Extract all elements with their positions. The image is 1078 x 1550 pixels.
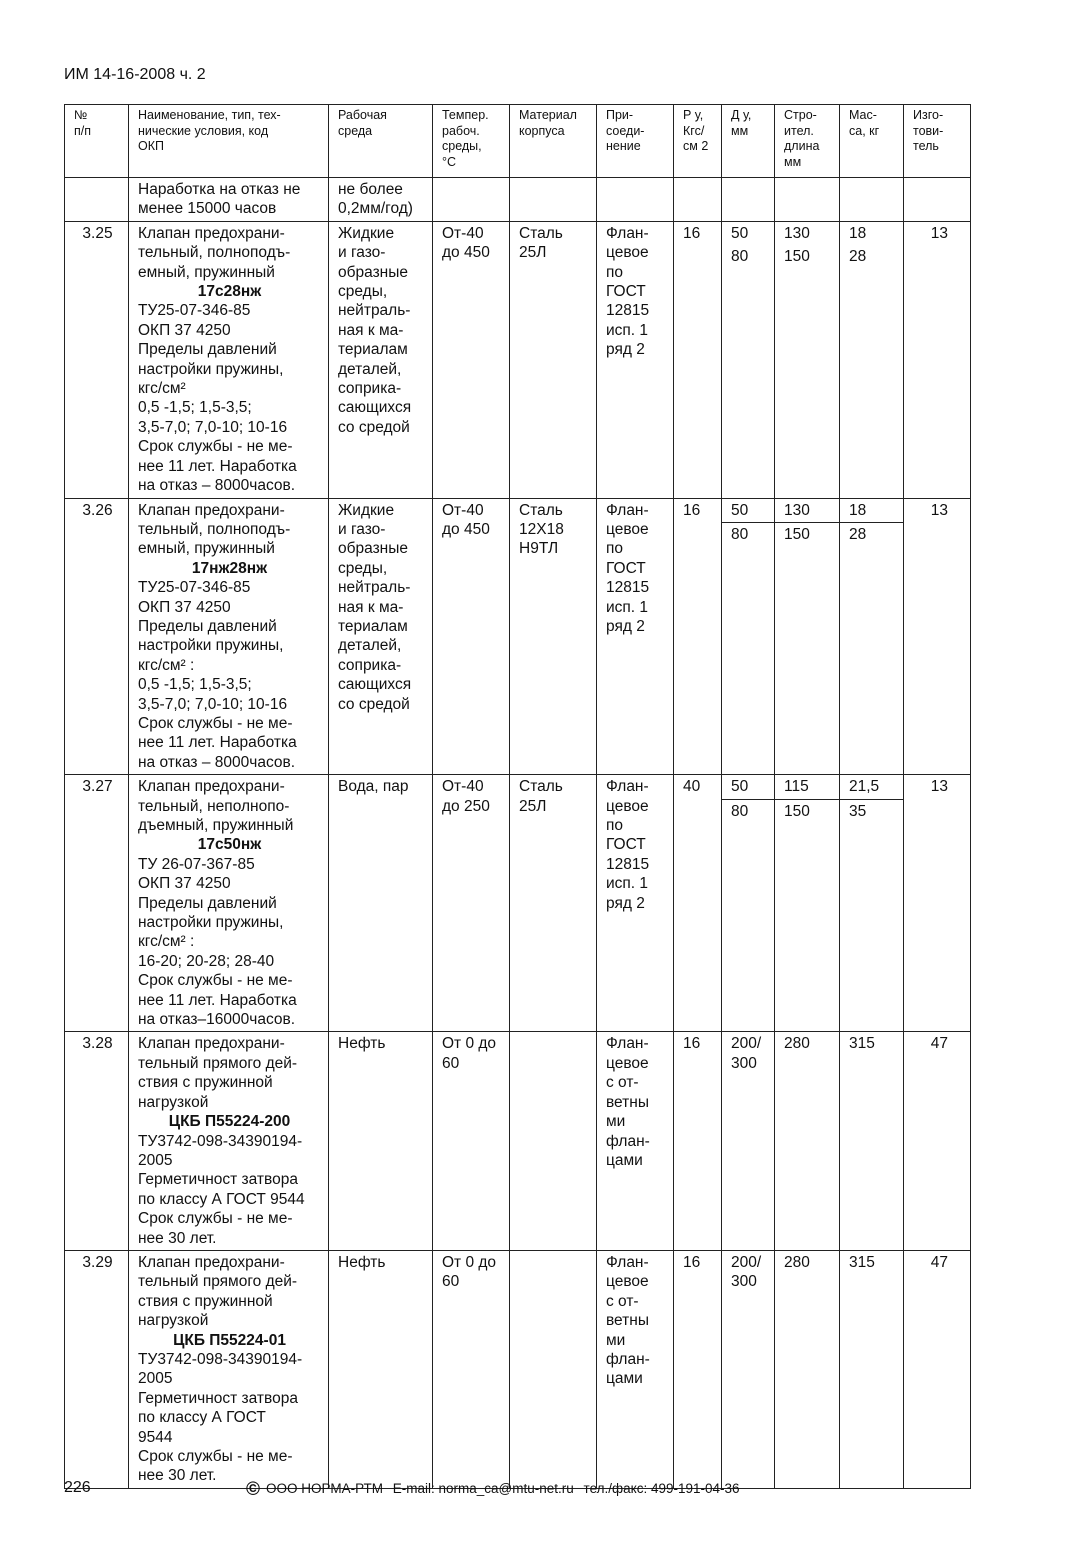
cell-empty bbox=[510, 178, 597, 222]
cell-maker: 47 bbox=[904, 1250, 971, 1488]
cell-name bbox=[129, 1032, 329, 1250]
mass-value: 35 bbox=[849, 802, 867, 820]
cell-empty bbox=[674, 178, 722, 222]
cell-num: 3.29 bbox=[65, 1250, 129, 1488]
cell-medium: Нефть bbox=[329, 1032, 433, 1250]
cell-material: Сталь 25Л bbox=[510, 775, 597, 1032]
name-text: Клапан предохрани- тельный прямого дей- ствия с пружинной нагрузкой bbox=[138, 1253, 298, 1330]
cell-material: Сталь 25Л bbox=[510, 221, 597, 498]
model-code: 17с28нж bbox=[197, 283, 262, 301]
table-row bbox=[65, 498, 971, 775]
cell-name bbox=[129, 498, 329, 775]
col-header-mass: Мас- са, кг bbox=[840, 105, 904, 178]
cell-num: 3.27 bbox=[65, 775, 129, 1032]
dy-value: 80 bbox=[731, 525, 749, 543]
cell-material bbox=[510, 1032, 597, 1250]
cell-medium: не более 0,2мм/год) bbox=[329, 178, 433, 222]
cell-num: 3.26 bbox=[65, 498, 129, 775]
col-header-connection: При- соеди- нение bbox=[597, 105, 674, 178]
copyright-line bbox=[246, 1479, 746, 1501]
model-code: 17с50нж bbox=[197, 836, 262, 854]
model-code: ЦКБ П55224-01 bbox=[173, 1331, 286, 1349]
dy-value: 80 bbox=[731, 802, 749, 820]
model-code: ЦКБ П55224-200 bbox=[168, 1113, 291, 1131]
cell-length: 280 bbox=[775, 1250, 840, 1488]
length-value: 115 bbox=[775, 775, 839, 799]
cell-empty bbox=[433, 178, 510, 222]
phone-text: тел./факс: 499-191-04-36 bbox=[583, 1481, 740, 1496]
cell-medium: Жидкие и газо- образные среды, нейтраль- ная к ма- териалам деталей, соприка- сающихся со средой bbox=[329, 221, 433, 498]
cell-mass: 315 bbox=[840, 1250, 904, 1488]
cell-length bbox=[775, 221, 840, 498]
cell-empty bbox=[65, 178, 129, 222]
col-header-name: Наименование, тип, тех- нические условия, код ОКП bbox=[129, 105, 329, 178]
cell-temp: От-40 до 450 bbox=[433, 498, 510, 775]
mass-value: 18 bbox=[840, 499, 903, 523]
cell-connection: Флан- цевое с от- ветны ми флан- цами bbox=[597, 1032, 674, 1250]
document-code: ИМ 14-16-2008 ч. 2 bbox=[64, 66, 206, 83]
cell-py: 16 bbox=[674, 498, 722, 775]
cell-temp: От-40 до 250 bbox=[433, 775, 510, 1032]
mass-value: 21,5 bbox=[840, 775, 903, 799]
cell-material bbox=[510, 1250, 597, 1488]
cell-py: 16 bbox=[674, 1032, 722, 1250]
dy-value: 80 bbox=[731, 248, 749, 266]
cell-length bbox=[775, 498, 840, 775]
name-text: Клапан предохрани- тельный, неполнопо- дъемный, пружинный bbox=[138, 778, 294, 834]
copyright-icon: © bbox=[246, 1479, 260, 1500]
name-text: Клапан предохрани- тельный, полноподъ- емный, пружинный bbox=[138, 224, 291, 281]
name-details: ТУ 26-07-367-85 ОКП 37 4250 Пределы давлений настройки пружины, кгс/см² : 16-20; 20-28; 28-40 Срок службы - не ме- нее 11 лет. Наработка на отказ–16000часов. bbox=[138, 855, 297, 1029]
length-value: 150 bbox=[784, 802, 810, 820]
cell-material: Сталь 12Х18 Н9ТЛ bbox=[510, 498, 597, 775]
name-text: Клапан предохрани- тельный, полноподъ- емный, пружинный bbox=[138, 501, 291, 558]
cell-temp: От 0 до 60 bbox=[433, 1032, 510, 1250]
col-header-material: Материал корпуса bbox=[510, 105, 597, 178]
cell-name bbox=[129, 221, 329, 498]
cell-empty bbox=[904, 178, 971, 222]
cell-dy bbox=[722, 775, 775, 1032]
cell-mass: 315 bbox=[840, 1032, 904, 1250]
page-number: 226 bbox=[64, 1479, 91, 1496]
cell-name: Наработка на отказ не менее 15000 часов bbox=[129, 178, 329, 222]
col-header-medium: Рабочая среда bbox=[329, 105, 433, 178]
cell-mass bbox=[840, 498, 904, 775]
cell-empty bbox=[840, 178, 904, 222]
cell-empty bbox=[597, 178, 674, 222]
col-header-length: Стро- ител. длина мм bbox=[775, 105, 840, 178]
cell-connection: Флан- цевое по ГОСТ 12815 исп. 1 ряд 2 bbox=[597, 775, 674, 1032]
valve-spec-table bbox=[64, 104, 971, 1489]
cell-medium: Нефть bbox=[329, 1250, 433, 1488]
cell-dy: 200/ 300 bbox=[722, 1250, 775, 1488]
table-row bbox=[65, 1250, 971, 1488]
name-text: Клапан предохрани- тельный прямого дей- ствия с пружинной нагрузкой bbox=[138, 1035, 298, 1111]
col-header-maker: Изго- тови- тель bbox=[904, 105, 971, 178]
cell-py: 40 bbox=[674, 775, 722, 1032]
name-details: ТУ3742-098-34390194- 2005 Герметичност затвора по классу А ГОСТ 9544 Срок службы - не ме- нее 30 лет. bbox=[138, 1132, 305, 1247]
page-footer bbox=[64, 1479, 1004, 1503]
mass-value: 18 bbox=[849, 224, 867, 242]
mass-value: 28 bbox=[849, 248, 867, 266]
cell-connection: Флан- цевое по ГОСТ 12815 исп. 1 ряд 2 bbox=[597, 221, 674, 498]
cell-temp: От 0 до 60 bbox=[433, 1250, 510, 1488]
cell-empty bbox=[722, 178, 775, 222]
name-details: ТУ3742-098-34390194- 2005 Герметичност затвора по классу А ГОСТ 9544 Срок службы - не ме- нее 30 лет. bbox=[138, 1350, 303, 1485]
model-code: 17нж28нж bbox=[191, 559, 268, 577]
cell-num: 3.28 bbox=[65, 1032, 129, 1250]
name-details: ТУ25-07-346-85 ОКП 37 4250 Пределы давлений настройки пружины, кгс/см² 0,5 -1,5; 1,5-3,5; 3,5-7,0; 7,0-10; 10-16 Срок службы - не ме- нее 11 лет. Наработка на отказ – 8000часов. bbox=[138, 302, 297, 495]
table-row bbox=[65, 221, 971, 498]
continuation-row bbox=[65, 178, 971, 222]
cell-maker: 13 bbox=[904, 775, 971, 1032]
cell-connection: Флан- цевое по ГОСТ 12815 исп. 1 ряд 2 bbox=[597, 498, 674, 775]
length-value: 150 bbox=[784, 525, 810, 543]
cell-name bbox=[129, 1250, 329, 1488]
length-value: 130 bbox=[775, 499, 839, 523]
cell-num: 3.25 bbox=[65, 221, 129, 498]
cell-length bbox=[775, 775, 840, 1032]
cell-mass bbox=[840, 775, 904, 1032]
col-header-num: № п/п bbox=[65, 105, 129, 178]
length-value: 130 bbox=[784, 224, 810, 242]
header-row bbox=[65, 105, 971, 178]
email-text: E-mail: norma_ca@mtu-net.ru bbox=[392, 1481, 574, 1496]
company-name: ООО НОРМА-РТМ bbox=[266, 1481, 383, 1496]
col-header-temp: Темпер. рабоч. среды, °С bbox=[433, 105, 510, 178]
mass-value: 28 bbox=[849, 525, 867, 543]
cell-maker: 13 bbox=[904, 498, 971, 775]
cell-length: 280 bbox=[775, 1032, 840, 1250]
cell-maker: 47 bbox=[904, 1032, 971, 1250]
cell-dy: 200/ 300 bbox=[722, 1032, 775, 1250]
cell-dy bbox=[722, 498, 775, 775]
cell-medium: Жидкие и газо- образные среды, нейтраль- ная к ма- териалам деталей, соприка- сающихся со средой bbox=[329, 498, 433, 775]
cell-empty bbox=[775, 178, 840, 222]
dy-value: 50 bbox=[731, 224, 749, 242]
cell-medium: Вода, пар bbox=[329, 775, 433, 1032]
name-details: ТУ25-07-346-85 ОКП 37 4250 Пределы давлений настройки пружины, кгс/см² : 0,5 -1,5; 1,5-3,5; 3,5-7,0; 7,0-10; 10-16 Срок службы - не ме- нее 11 лет. Наработка на отказ – 8000часов. bbox=[138, 579, 297, 771]
cell-py: 16 bbox=[674, 221, 722, 498]
cell-maker: 13 bbox=[904, 221, 971, 498]
col-header-dy: Д у, мм bbox=[722, 105, 775, 178]
col-header-py: Р у, Кгс/ см 2 bbox=[674, 105, 722, 178]
length-value: 150 bbox=[784, 248, 810, 266]
table-row bbox=[65, 775, 971, 1032]
table-row bbox=[65, 1032, 971, 1250]
dy-value: 50 bbox=[722, 499, 774, 523]
dy-value: 50 bbox=[722, 775, 774, 799]
cell-connection: Флан- цевое с от- ветны ми флан- цами bbox=[597, 1250, 674, 1488]
cell-mass bbox=[840, 221, 904, 498]
cell-name bbox=[129, 775, 329, 1032]
cell-py: 16 bbox=[674, 1250, 722, 1488]
cell-temp: От-40 до 450 bbox=[433, 221, 510, 498]
cell-dy bbox=[722, 221, 775, 498]
